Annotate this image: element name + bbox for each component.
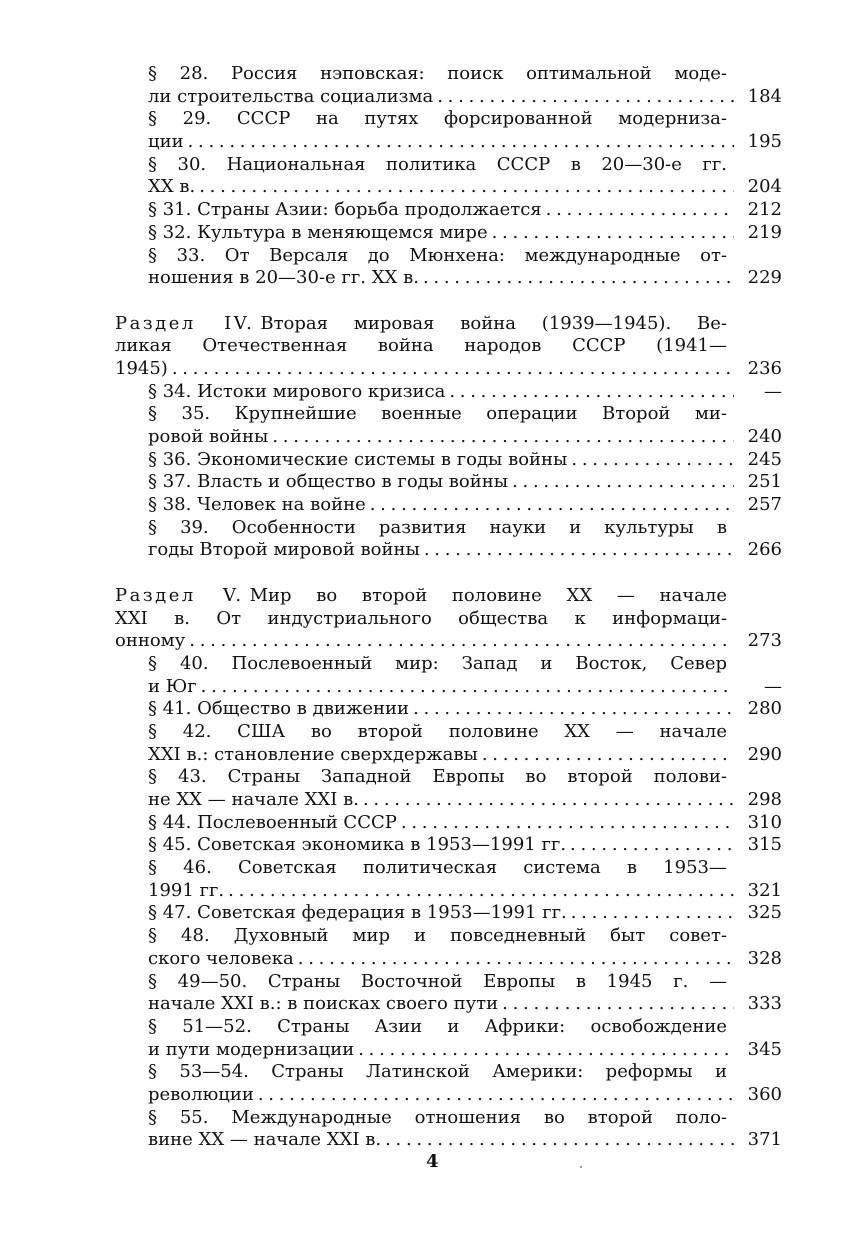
toc-line-text: [148, 834, 566, 857]
toc-line: [115, 1039, 782, 1062]
page-ref: 212: [747, 199, 782, 221]
toc-text: § 31. Страны Азии: борьба продолжается: [148, 199, 542, 221]
toc-part-entry[interactable]: [115, 313, 782, 381]
leader-dots: [370, 494, 734, 517]
toc-section-entry[interactable]: [115, 517, 782, 562]
group-spacer: [115, 562, 782, 585]
toc-line: [115, 948, 782, 971]
toc-text: ровой войны: [148, 426, 269, 447]
toc-line: [115, 313, 782, 336]
toc-line: [115, 971, 782, 994]
toc-line-text: [148, 925, 727, 948]
toc-line: [115, 721, 782, 744]
toc-line: [115, 86, 782, 109]
page-ref: 236: [747, 357, 782, 379]
toc-line-text: [148, 744, 478, 767]
toc-section-entry[interactable]: [115, 63, 782, 108]
leader-dots: [172, 358, 734, 381]
toc-section-entry[interactable]: [115, 698, 782, 721]
toc-text: Вторая мировая война (1939—1945). Ве-: [260, 312, 727, 334]
toc-line: [115, 925, 782, 948]
toc-line: [115, 267, 782, 290]
toc-section-entry[interactable]: [115, 653, 782, 698]
part-label: Раздел IV.: [115, 312, 255, 334]
toc-part-entry[interactable]: [115, 585, 782, 653]
toc-section-entry[interactable]: [115, 494, 782, 517]
leader-dots: [437, 86, 734, 109]
toc-text: XXI в. От индустриального общества к информаци-: [115, 607, 727, 629]
leader-dots: [492, 222, 734, 245]
toc-section-entry[interactable]: [115, 766, 782, 811]
toc-text: ского человека: [148, 947, 294, 969]
page-ref: 315: [747, 834, 782, 856]
toc-line-text: [148, 426, 268, 449]
toc-line: [115, 1016, 782, 1039]
toc-section-entry[interactable]: [115, 1061, 782, 1106]
toc-section-entry[interactable]: [115, 245, 782, 290]
toc-text: § 33. От Версаля до Мюнхена: международные от-: [148, 244, 727, 266]
group-spacer: [115, 290, 782, 313]
toc-line-text: [148, 245, 727, 268]
toc-line-text: [148, 857, 727, 880]
page-ref: 290: [747, 743, 782, 765]
toc-text: не XX — начале XXI в.: [148, 789, 359, 810]
page-ref: 310: [747, 811, 782, 833]
leader-dots: [298, 948, 734, 971]
page-number: 4: [426, 1151, 439, 1172]
toc-line: [115, 880, 782, 903]
toc-text: XX в.: [148, 176, 196, 198]
toc-line-text: [115, 335, 727, 358]
toc-text: ли строительства социализма: [148, 85, 434, 107]
leader-dots: [449, 381, 734, 404]
leader-dots: [228, 880, 734, 903]
page-ref: 251: [747, 471, 782, 493]
leader-dots: [199, 176, 734, 199]
toc-line: [115, 744, 782, 767]
toc-text: Мир во второй половине XX — начале: [249, 584, 727, 606]
toc-text: вине XX — начале XXI в.: [148, 1129, 382, 1151]
toc-line-text: [148, 993, 498, 1016]
toc-text: § 55. Международные отношения во второй поло-: [148, 1106, 727, 1128]
toc-line-text: [148, 766, 727, 789]
page-ref: 298: [747, 789, 782, 810]
toc-section-entry[interactable]: [115, 925, 782, 970]
toc-line-text: [148, 86, 433, 109]
toc-line-text: [148, 222, 488, 245]
toc-line-text: [148, 539, 420, 562]
toc-line-text: [148, 176, 195, 199]
toc-line: [115, 1061, 782, 1084]
toc-line-text: [148, 1129, 381, 1152]
toc-text: § 38. Человек на войне: [148, 494, 366, 516]
toc-text: начале XXI в.: в поисках своего пути: [148, 993, 499, 1015]
toc-line: [115, 222, 782, 245]
toc-text: § 39. Особенности развития науки и культуры в: [148, 516, 727, 538]
toc-line-text: [148, 403, 727, 426]
page-ref: 240: [747, 426, 782, 447]
toc-section-entry[interactable]: [115, 199, 782, 222]
toc-text: § 42. США во второй половине XX — начале: [148, 720, 727, 742]
leader-dots: [423, 267, 734, 290]
toc-line: [115, 766, 782, 789]
toc-line: [115, 471, 782, 494]
toc-line: [115, 245, 782, 268]
toc-line: [115, 789, 782, 812]
toc-line-text: [148, 108, 727, 131]
toc-line-text: [148, 267, 419, 290]
page-ref: 273: [747, 630, 782, 652]
toc-line-text: [148, 721, 727, 744]
toc-text: § 46. Советская политическая система в 1953—: [148, 857, 727, 879]
toc-line-text: [115, 358, 168, 381]
toc-line: [115, 154, 782, 177]
toc-line: [115, 63, 782, 86]
toc-line: [115, 494, 782, 517]
toc-section-entry[interactable]: [115, 154, 782, 199]
toc-text: § 32. Культура в меняющемся мире: [148, 221, 488, 243]
toc-line: [115, 108, 782, 131]
toc-line-text: [148, 1016, 727, 1039]
toc-line-text: [148, 1061, 727, 1084]
toc-text: § 47. Советская федерация в 1953—1991 гг.: [148, 902, 567, 924]
leader-dots: [482, 744, 734, 767]
toc-section-entry[interactable]: [115, 108, 782, 153]
toc-line: [115, 676, 782, 699]
page-ref: 360: [747, 1083, 782, 1105]
toc-line: [115, 585, 782, 608]
leader-dots: [385, 1129, 734, 1152]
toc-text: § 53—54. Страны Латинской Америки: реформы и: [148, 1061, 727, 1083]
toc-line: [115, 517, 782, 540]
toc-line: [115, 1107, 782, 1130]
toc-line-text: [148, 494, 366, 517]
page-ref: 280: [747, 698, 782, 720]
page-ref: 257: [747, 494, 782, 516]
toc-line-text: [148, 676, 197, 699]
leader-dots: [546, 199, 734, 222]
toc-line-text: [148, 1107, 727, 1130]
leader-dots: [188, 131, 734, 154]
toc-section-entry[interactable]: [115, 449, 782, 472]
toc-section-entry[interactable]: [115, 812, 782, 835]
leader-dots: [424, 539, 734, 562]
toc-line: [115, 1129, 782, 1152]
toc-text: § 29. СССР на путях форсированной модерниза-: [148, 108, 727, 130]
toc-text: и пути модернизации: [148, 1038, 355, 1060]
toc-text: § 37. Власть и общество в годы войны: [148, 471, 509, 493]
toc-section-entry[interactable]: [115, 403, 782, 448]
toc-line-text: [148, 154, 727, 177]
page-ref: 345: [747, 1038, 782, 1060]
leader-dots: [358, 1039, 734, 1062]
leader-dots: [571, 449, 734, 472]
page-ref: —: [764, 380, 782, 402]
toc-line: [115, 403, 782, 426]
toc-line: [115, 199, 782, 222]
toc-line-text: [148, 902, 567, 925]
toc-line-text: [115, 585, 727, 608]
toc-text: ликая Отечественная война народов СССР (1941—: [115, 335, 727, 357]
toc-line-text: [148, 948, 294, 971]
toc-text: § 44. Послевоенный СССР: [148, 811, 397, 833]
toc-text: XXI в.: становление сверхдержавы: [148, 743, 478, 765]
toc-line: [115, 1084, 782, 1107]
toc-line-text: [148, 698, 409, 721]
page-ref: 204: [747, 176, 782, 198]
toc-section-entry[interactable]: [115, 1107, 782, 1152]
toc-text: § 34. Истоки мирового кризиса: [148, 380, 446, 402]
toc-line-text: [115, 608, 727, 631]
toc-text: § 30. Национальная политика СССР в 20—30-е гг.: [148, 153, 727, 175]
leader-dots: [502, 993, 734, 1016]
leader-dots: [571, 902, 734, 925]
toc-section-entry[interactable]: [115, 471, 782, 494]
toc-text: 1991 гг.: [148, 879, 225, 901]
toc-section-entry[interactable]: [115, 834, 782, 857]
leader-dots: [201, 676, 734, 699]
toc-line-text: [115, 630, 185, 653]
toc-text: § 51—52. Страны Азии и Африки: освобождение: [148, 1015, 727, 1037]
toc-line: [115, 993, 782, 1016]
leader-dots: [258, 1084, 734, 1107]
toc-line-text: [148, 1039, 354, 1062]
toc-text: ции: [148, 131, 184, 153]
toc-line-text: [148, 471, 508, 494]
toc-line-text: [148, 131, 184, 154]
toc-line: [115, 131, 782, 154]
toc-text: § 43. Страны Западной Европы во второй полови-: [148, 766, 727, 788]
toc-line: [115, 539, 782, 562]
toc-text: § 28. Россия нэповская: поиск оптимальной моде-: [148, 63, 727, 84]
leader-dots: [401, 812, 734, 835]
page-ref: 333: [747, 993, 782, 1015]
toc-text: онному: [115, 630, 186, 652]
toc-line: [115, 630, 782, 653]
toc-section-entry[interactable]: [115, 381, 782, 404]
toc-text: революции: [148, 1083, 254, 1105]
toc-line: [115, 358, 782, 381]
toc-line: [115, 857, 782, 880]
toc-line: [115, 834, 782, 857]
toc-text: § 35. Крупнейшие военные операции Второй ми-: [148, 403, 727, 425]
toc-line: [115, 902, 782, 925]
toc-text: § 48. Духовный мир и повседневный быт совет-: [148, 925, 727, 947]
part-label: Раздел V.: [115, 584, 244, 606]
toc-line: [115, 608, 782, 631]
page-ref: 266: [747, 539, 782, 561]
toc-text: 1945): [115, 357, 168, 379]
toc-line: [115, 335, 782, 358]
toc-line-text: [148, 199, 542, 222]
toc-line-text: [148, 1084, 254, 1107]
toc-section-entry[interactable]: [115, 902, 782, 925]
toc-text: и Юг: [148, 675, 197, 697]
page-ref: 371: [747, 1129, 782, 1151]
scan-speck: [580, 1166, 582, 1168]
toc-line-text: [148, 449, 567, 472]
leader-dots: [363, 789, 734, 812]
leader-dots: [570, 834, 734, 857]
page-ref: 325: [747, 902, 782, 924]
page-ref: 321: [747, 879, 782, 901]
leader-dots: [189, 630, 734, 653]
toc-line-text: [148, 971, 727, 994]
toc-line-text: [115, 313, 727, 336]
page-ref: —: [764, 675, 782, 697]
page-ref: 219: [747, 221, 782, 243]
leader-dots: [272, 426, 734, 449]
toc-text: ношения в 20—30-е гг. XX в.: [148, 267, 419, 289]
toc-line: [115, 698, 782, 721]
toc-section-entry[interactable]: [115, 721, 782, 766]
toc-line: [115, 176, 782, 199]
toc-line-text: [148, 653, 727, 676]
toc-text: § 45. Советская экономика в 1953—1991 гг.: [148, 834, 567, 856]
toc-line-text: [148, 517, 727, 540]
leader-dots: [512, 471, 734, 494]
toc-section-entry[interactable]: [115, 971, 782, 1016]
toc-line: [115, 426, 782, 449]
toc-line: [115, 653, 782, 676]
leader-dots: [413, 698, 734, 721]
toc-text: § 36. Экономические системы в годы войны: [148, 448, 568, 470]
toc-line-text: [148, 812, 397, 835]
toc-text: § 49—50. Страны Восточной Европы в 1945 г. —: [148, 970, 727, 992]
toc-line: [115, 449, 782, 472]
page-ref: 184: [747, 85, 782, 107]
toc-line-text: [148, 381, 445, 404]
toc-line: [115, 381, 782, 404]
toc-section-entry[interactable]: [115, 1016, 782, 1061]
toc-line: [115, 812, 782, 835]
table-of-contents: [115, 63, 782, 1152]
page-ref: 195: [747, 131, 782, 153]
toc-line-text: [148, 880, 224, 903]
page-ref: 328: [747, 947, 782, 969]
toc-line-text: [148, 63, 727, 86]
toc-section-entry[interactable]: [115, 222, 782, 245]
toc-line-text: [148, 789, 359, 812]
page-ref: 245: [747, 448, 782, 470]
toc-section-entry[interactable]: [115, 857, 782, 902]
toc-text: § 40. Послевоенный мир: Запад и Восток, Север: [148, 652, 727, 674]
toc-text: § 41. Общество в движении: [148, 698, 410, 720]
toc-text: годы Второй мировой войны: [148, 539, 420, 561]
page-ref: 229: [747, 267, 782, 289]
